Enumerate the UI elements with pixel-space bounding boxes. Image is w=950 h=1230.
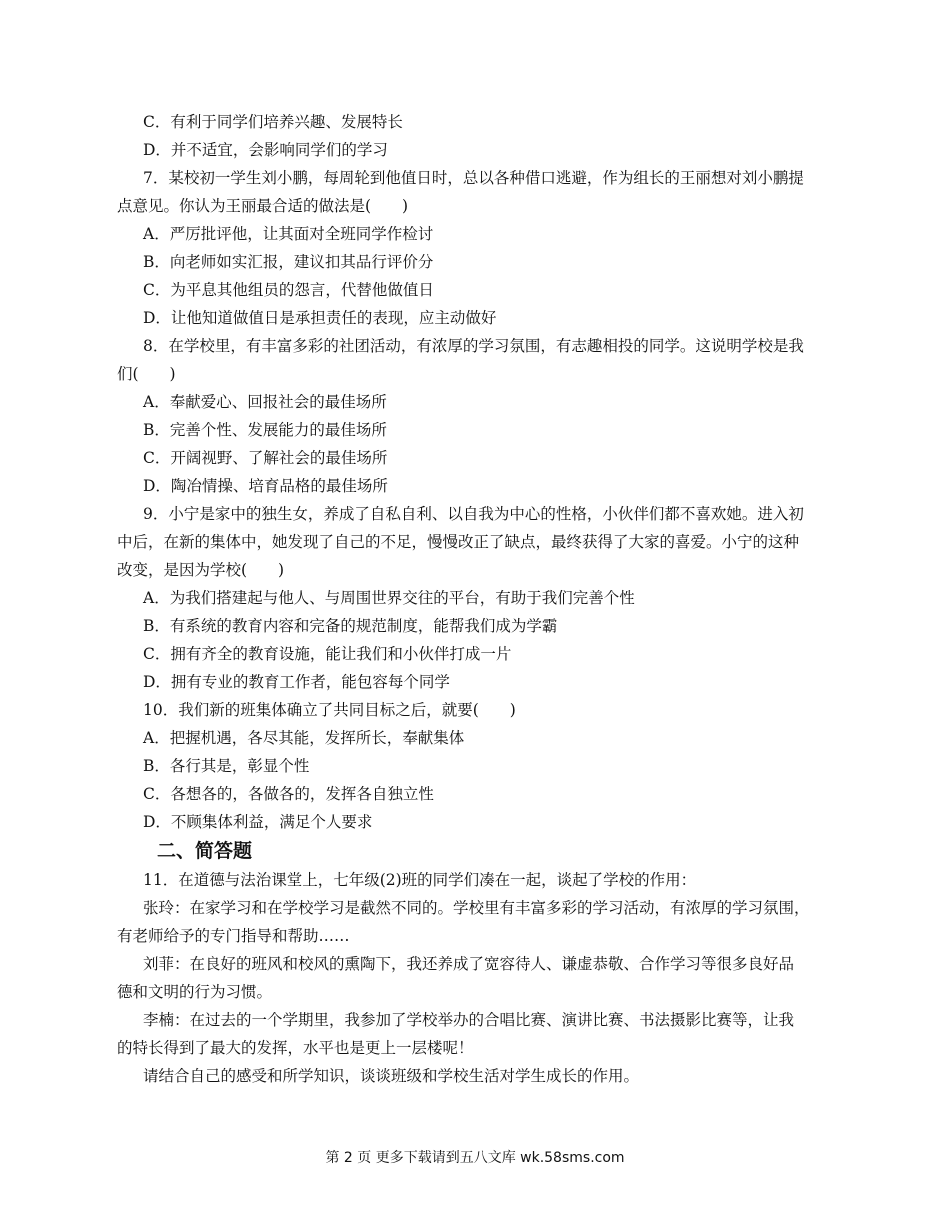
q10-option-d: D．不顾集体利益，满足个人要求 [143, 813, 373, 831]
q7-stem-line2: 点意见。你认为王丽最合适的做法是( ) [117, 197, 409, 215]
q9-stem-line3: 改变，是因为学校( ) [117, 561, 285, 579]
q7-option-b: B．向老师如实汇报，建议扣其品行评价分 [143, 253, 434, 271]
q11-prompt: 请结合自己的感受和所学知识，谈谈班级和学校生活对学生成长的作用。 [143, 1067, 640, 1085]
q9-stem-line2: 中后，在新的集体中，她发现了自己的不足，慢慢改正了缺点，最终获得了大家的喜爱。小宁的这种 [117, 533, 800, 551]
q6-option-c: C．有利于同学们培养兴趣、发展特长 [143, 113, 403, 131]
q9-option-a: A．为我们搭建起与他人、与周围世界交往的平台，有助于我们完善个性 [143, 589, 635, 607]
page-content [117, 108, 843, 1090]
q11-intro: 11．在道德与法治课堂上，七年级(2)班的同学们凑在一起，谈起了学校的作用： [143, 871, 697, 889]
q10-option-a: A．把握机遇，各尽其能，发挥所长，奉献集体 [143, 729, 465, 747]
q8-option-b: B．完善个性、发展能力的最佳场所 [143, 421, 387, 439]
q11-zhangling-line1: 张玲：在家学习和在学校学习是截然不同的。学校里有丰富多彩的学习活动，有浓厚的学习氛围， [143, 899, 810, 917]
q10-option-c: C．各想各的，各做各的，发挥各自独立性 [143, 785, 434, 803]
q7-stem-line1: 7．某校初一学生刘小鹏，每周轮到他值日时，总以各种借口逃避，作为组长的王丽想对刘小鹏提 [143, 169, 804, 187]
q7-option-a: A．严厉批评他，让其面对全班同学作检讨 [143, 225, 434, 243]
q11-linan-line1: 李楠：在过去的一个学期里，我参加了学校举办的合唱比赛、演讲比赛、书法摄影比赛等，让我 [143, 1011, 795, 1029]
q9-option-b: B．有系统的教育内容和完备的规范制度，能帮我们成为学霸 [143, 617, 558, 635]
q8-option-c: C．开阔视野、了解社会的最佳场所 [143, 449, 388, 467]
q11-zhangling-line2: 有老师给予的专门指导和帮助…… [117, 927, 350, 945]
section-title-short-answer: 二、简答题 [157, 840, 253, 862]
q8-stem-line2: 们( ) [117, 365, 176, 383]
q7-option-c: C．为平息其他组员的怨言，代替他做值日 [143, 281, 434, 299]
q8-stem-line1: 8．在学校里，有丰富多彩的社团活动，有浓厚的学习氛围，有志趣相投的同学。这说明学校是我 [143, 337, 804, 355]
q10-stem: 10．我们新的班集体确立了共同目标之后，就要( ) [143, 701, 516, 719]
q8-option-d: D．陶冶情操、培育品格的最佳场所 [143, 477, 388, 495]
q9-option-d: D．拥有专业的教育工作者，能包容每个同学 [143, 673, 450, 691]
q10-option-b: B．各行其是，彰显个性 [143, 757, 310, 775]
q7-option-d: D．让他知道做值日是承担责任的表现，应主动做好 [143, 309, 497, 327]
q11-liufei-line2: 德和文明的行为习惯。 [117, 983, 273, 1001]
q11-liufei-line1: 刘菲：在良好的班风和校风的熏陶下，我还养成了宽容待人、谦虚恭敬、合作学习等很多良好品 [143, 955, 795, 973]
q8-option-a: A．奉献爱心、回报社会的最佳场所 [143, 393, 387, 411]
q6-option-d: D．并不适宜，会影响同学们的学习 [143, 141, 388, 159]
q11-linan-line2: 的特长得到了最大的发挥，水平也是更上一层楼呢！ [117, 1039, 474, 1057]
page-footer: 第 2 页 更多下载请到五八文库 wk.58sms.com [325, 1150, 625, 1166]
q9-stem-line1: 9．小宁是家中的独生女，养成了自私自利、以自我为中心的性格，小伙伴们都不喜欢她。进入初 [143, 505, 804, 523]
q9-option-c: C．拥有齐全的教育设施，能让我们和小伙伴打成一片 [143, 645, 512, 663]
